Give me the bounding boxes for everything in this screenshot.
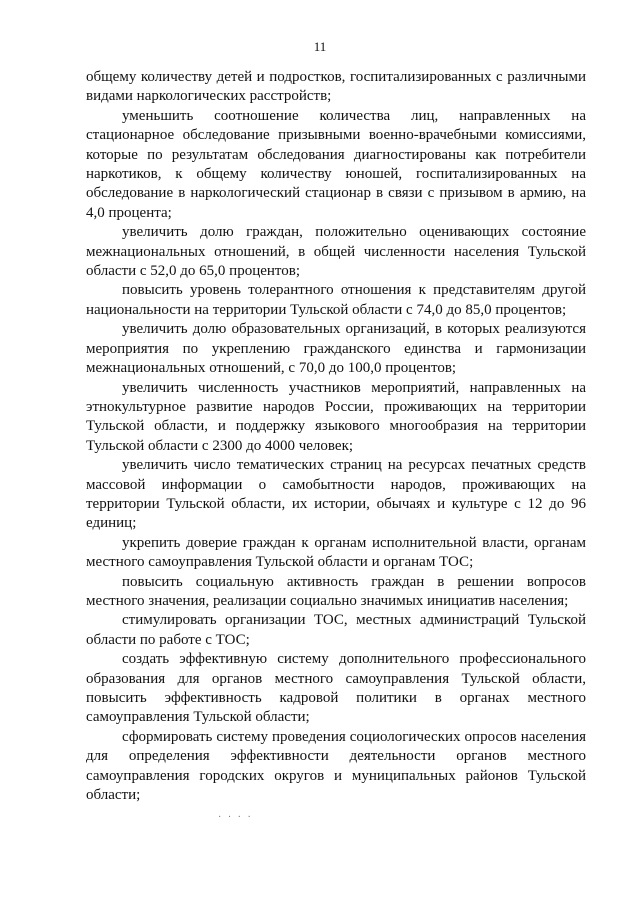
paragraph-9: повысить социальную активность граждан в решении вопросов местного значения, реализации социально значимых инициатив населения; [86, 573, 586, 609]
paragraph-7: увеличить число тематических страниц на ресурсах печатных средств массовой информации о самобытности народов, проживающих на территории Тульской области, их истории, обычаях и культуре с 12 до 96 единиц; [86, 457, 586, 532]
paragraph-11: создать эффективную систему дополнительного профессионального образования для органов местного самоуправления Тульской области, повысить эффективность кадровой политики в органах местного самоуправления Тульской области; [86, 651, 586, 726]
document-body [86, 68, 586, 805]
paragraph-10: стимулировать организации ТОС, местных администраций Тульской области по работе с ТОС; [86, 612, 586, 648]
paragraph-4: повысить уровень толерантного отношения к представителям другой национальности на территории Тульской области с 74,0 до 85,0 процентов; [86, 282, 586, 318]
paragraph-1: общему количеству детей и подростков, госпитализированных с различными видами наркологических расстройств; [86, 69, 586, 105]
scan-artifact: · · · · [218, 812, 253, 823]
paragraph-8: укрепить доверие граждан к органам исполнительной власти, органам местного самоуправления Тульской области и органам ТОС; [86, 534, 586, 571]
paragraph-2: уменьшить соотношение количества лиц, направленных на стационарное обследование призывными военно-врачебными комиссиями, которые по результатам обследования диагностированы как потребители наркотиков, к общему количеству юношей, госпитализированных на обследование в наркологический стационар в связи с призывом в армию, на 4,0 процента; [86, 107, 586, 221]
paragraph-5: увеличить долю образовательных организаций, в которых реализуются мероприятия по укреплению гражданского единства и гармонизации межнациональных отношений, с 70,0 до 100,0 процентов; [86, 321, 586, 377]
paragraph-6: увеличить численность участников мероприятий, направленных на этнокультурное развитие народов России, проживающих на территории Тульской области, и поддержку языкового многообразия на территории Тульской области с 2300 до 4000 человек; [86, 379, 586, 454]
page-number: 11 [313, 39, 327, 54]
paragraph-3: увеличить долю граждан, положительно оценивающих состояние межнациональных отношений, в общей численности населения Тульской области с 52,0 до 65,0 процентов; [86, 224, 586, 280]
paragraph-12: сформировать систему проведения социологических опросов населения для определения эффективности деятельности органов местного самоуправления городских округов и муниципальных районов Тульской области; [86, 728, 586, 804]
